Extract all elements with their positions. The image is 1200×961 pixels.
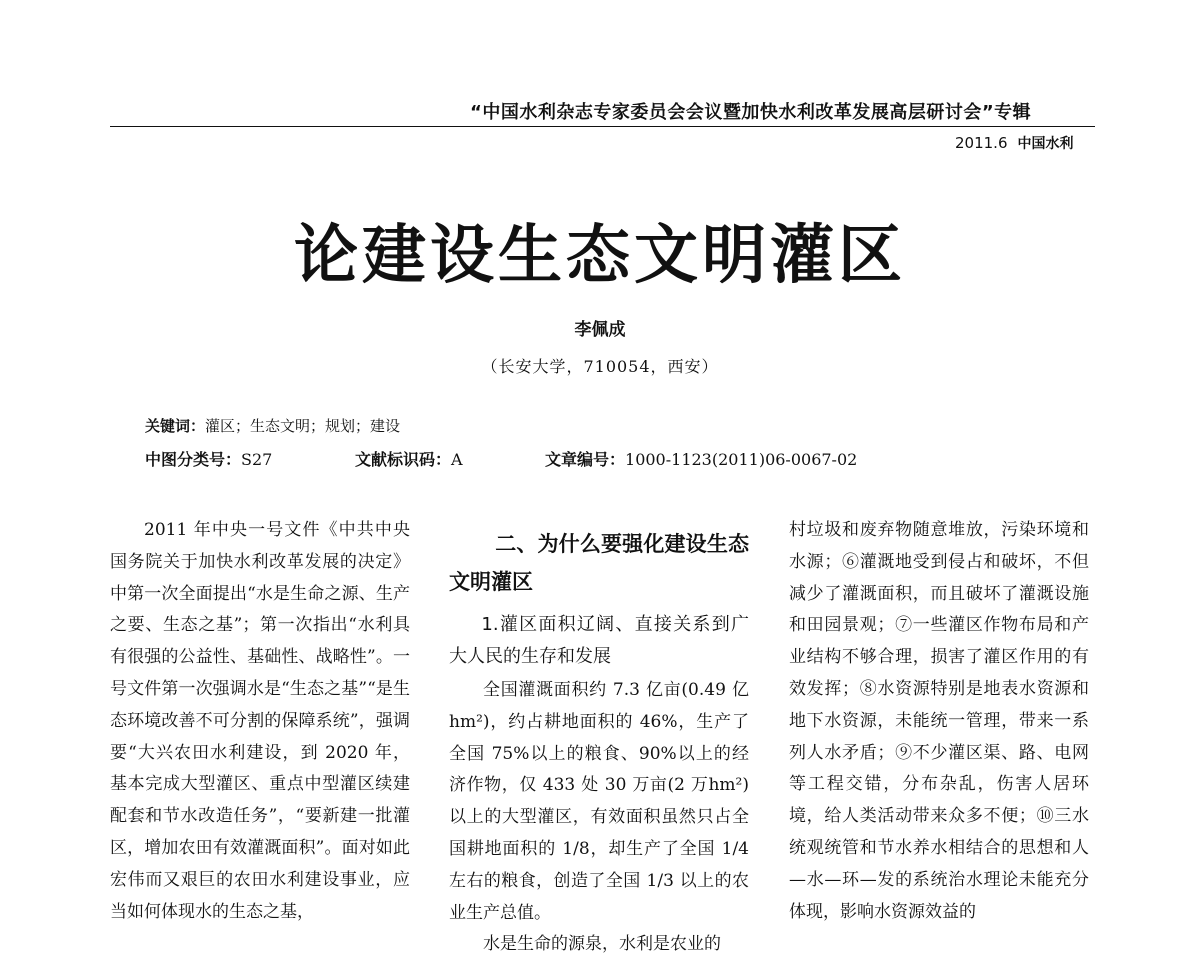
keywords-line	[145, 415, 400, 436]
header-rule	[110, 126, 1095, 127]
keywords-label: 关键词：	[145, 417, 206, 435]
doc-code-label: 文献标识码：	[355, 450, 452, 469]
body-column-1	[110, 515, 410, 928]
intro-paragraph: 2011 年中央一号文件《中共中央国务院关于加快水利改革发展的决定》中第一次全面提出“水是生命之源、生产之要、生态之基”；第一次指出“水利具有很强的公益性、基础性、战略性”。一号文件第一次强调水是“生态之基”“是生态环境改善不可分割的保障系统”，强调要“大兴农田水利建设，到 2020 年，基本完成大型灌区、重点中型灌区续建配套和节水改造任务”，“要新建一批灌区，增加农田有效灌溉面积”。面对如此宏伟而又艰巨的农田水利建设事业，应当如何体现水的生态之基，	[110, 520, 410, 922]
author-name: 李佩成	[574, 320, 626, 340]
author-affiliation: （长安大学，710054，西安）	[481, 357, 719, 376]
doc-code-value: A	[451, 450, 463, 469]
doc-code-field	[355, 447, 463, 470]
body-paragraph: 村垃圾和废弃物随意堆放，污染环境和水源；⑥灌溉地受到侵占和破坏，不但减少了灌溉面积，而且破坏了灌溉设施和田园景观；⑦一些灌区作物布局和产业结构不够合理，损害了灌区作用的有效发挥；⑧水资源特别是地表水资源和地下水资源，未能统一管理，带来一系列人水矛盾；⑨不少灌区渠、路、电网等工程交错，分布杂乱，伤害人居环境，给人类活动带来众多不便；⑩三水统观统管和节水养水相结合的思想和人—水—环—发的系统治水理论未能充分体现，影响水资源效益的	[789, 520, 1089, 922]
article-title: 论建设生态文明灌区	[294, 219, 906, 293]
journal-name: 中国水利	[1017, 136, 1074, 152]
subsection-heading: 1.灌区面积辽阔、直接关系到广大人民的生存和发展	[449, 614, 749, 667]
keywords-value: 灌区；生态文明；规划；建设	[205, 417, 401, 435]
body-paragraph: 水是生命的源泉，水利是农业的	[483, 934, 721, 955]
clc-label: 中图分类号：	[145, 450, 242, 469]
article-no-label: 文章编号：	[545, 450, 626, 469]
clc-value: S27	[241, 450, 273, 469]
body-column-2	[449, 515, 749, 961]
clc-field	[145, 447, 272, 470]
section-heading: 二、为什么要强化建设生态文明灌区	[449, 532, 749, 594]
body-column-3	[789, 515, 1089, 928]
series-header-title: “中国水利杂志专家委员会会议暨加快水利改革发展高层研讨会”专辑	[470, 102, 1032, 123]
body-paragraph: 全国灌溉面积约 7.3 亿亩(0.49 亿 hm²)，约占耕地面积的 46%，生产了全国 75%以上的粮食、90%以上的经济作物，仅 433 处 30 万亩(2 万hm²)以上的大型灌区，有效面积虽然只占全国耕地面积的 1/8，却生产了全国 1/4 左右的粮食，创造了全国 1/3 以上的农业生产总值。	[449, 680, 749, 923]
issue-line	[955, 133, 1074, 153]
article-no-value: 1000-1123(2011)06-0067-02	[625, 450, 858, 469]
issue-number: 2011.6	[955, 134, 1008, 152]
article-no-field	[545, 447, 857, 470]
